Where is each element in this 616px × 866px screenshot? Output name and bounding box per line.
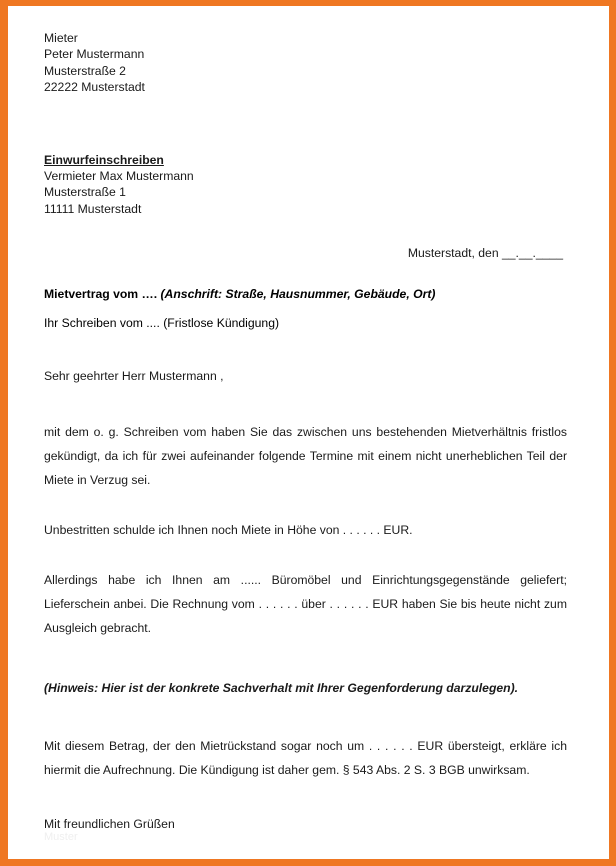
body-paragraph-1: mit dem o. g. Schreiben vom haben Sie das zwischen uns bestehenden Mietverhältnis fristlos gekündigt, da ich für zwei aufeinander folgende Termine mit einem nicht unerheblichen Teil der Miete in Verzug sei. bbox=[44, 424, 567, 487]
place-and-date: Musterstadt, den __.__.____ bbox=[407, 246, 563, 261]
subject-italic: (Anschrift: Straße, Hausnummer, Gebäude, Ort) bbox=[160, 286, 436, 301]
sender-address-block bbox=[44, 30, 567, 96]
delivery-note: Einwurfeinschreiben bbox=[44, 152, 164, 167]
spacer-before-closing bbox=[44, 700, 567, 734]
body-paragraph-2: Unbestritten schulde ich Ihnen noch Miete in Höhe von . . . . . . EUR. bbox=[44, 522, 413, 537]
spacer-before-body bbox=[44, 388, 567, 420]
recipient-street: Musterstraße 1 bbox=[44, 185, 126, 200]
subject-reference: Ihr Schreiben vom .... (Fristlose Kündigung) bbox=[44, 315, 280, 330]
hint-note: (Hinweis: Hier ist der konkrete Sachverhalt mit Ihrer Gegenforderung darzulegen). bbox=[44, 680, 519, 695]
spacer-before-subject bbox=[44, 262, 567, 284]
spacer-before-salutation bbox=[44, 334, 567, 364]
sender-name: Peter Mustermann bbox=[44, 47, 145, 62]
recipient-address-block bbox=[44, 152, 567, 218]
valediction: Mit freundlichen Grüßen bbox=[44, 816, 175, 831]
watermark: Muster bbox=[44, 831, 78, 843]
spacer-before-valediction bbox=[44, 782, 567, 812]
sender-city: 22222 Musterstadt bbox=[44, 80, 145, 95]
spacer-body-2 bbox=[44, 542, 567, 568]
body-paragraph-3: Allerdings habe ich Ihnen am ...... Büromöbel und Einrichtungsgegenstände geliefert; Lieferschein anbei. Die Rechnung vom . . . . . . über . . . . . . EUR haben Sie bis heute nicht zum Ausgleich gebracht. bbox=[44, 572, 567, 635]
spacer-before-date bbox=[44, 217, 567, 245]
spacer-body-1 bbox=[44, 492, 567, 518]
closing-paragraph: Mit diesem Betrag, der den Mietrückstand sogar noch um . . . . . . EUR übersteigt, erkläre ich hiermit die Aufrechnung. Die Kündigung ist daher gem. § 543 Abs. 2 S. 3 BGB unwirksam. bbox=[44, 738, 567, 777]
letter-sheet bbox=[8, 6, 609, 859]
subject-block bbox=[44, 284, 567, 305]
spacer-before-hint bbox=[44, 640, 567, 676]
recipient-name: Vermieter Max Mustermann bbox=[44, 169, 194, 184]
salutation: Sehr geehrter Herr Mustermann , bbox=[44, 368, 224, 383]
sender-street: Musterstraße 2 bbox=[44, 63, 126, 78]
sender-role-label: Mieter bbox=[44, 31, 78, 45]
spacer-after-sender bbox=[44, 96, 567, 152]
subject-bold: Mietvertrag vom …. bbox=[44, 286, 158, 301]
recipient-city: 11111 Musterstadt bbox=[44, 201, 142, 216]
